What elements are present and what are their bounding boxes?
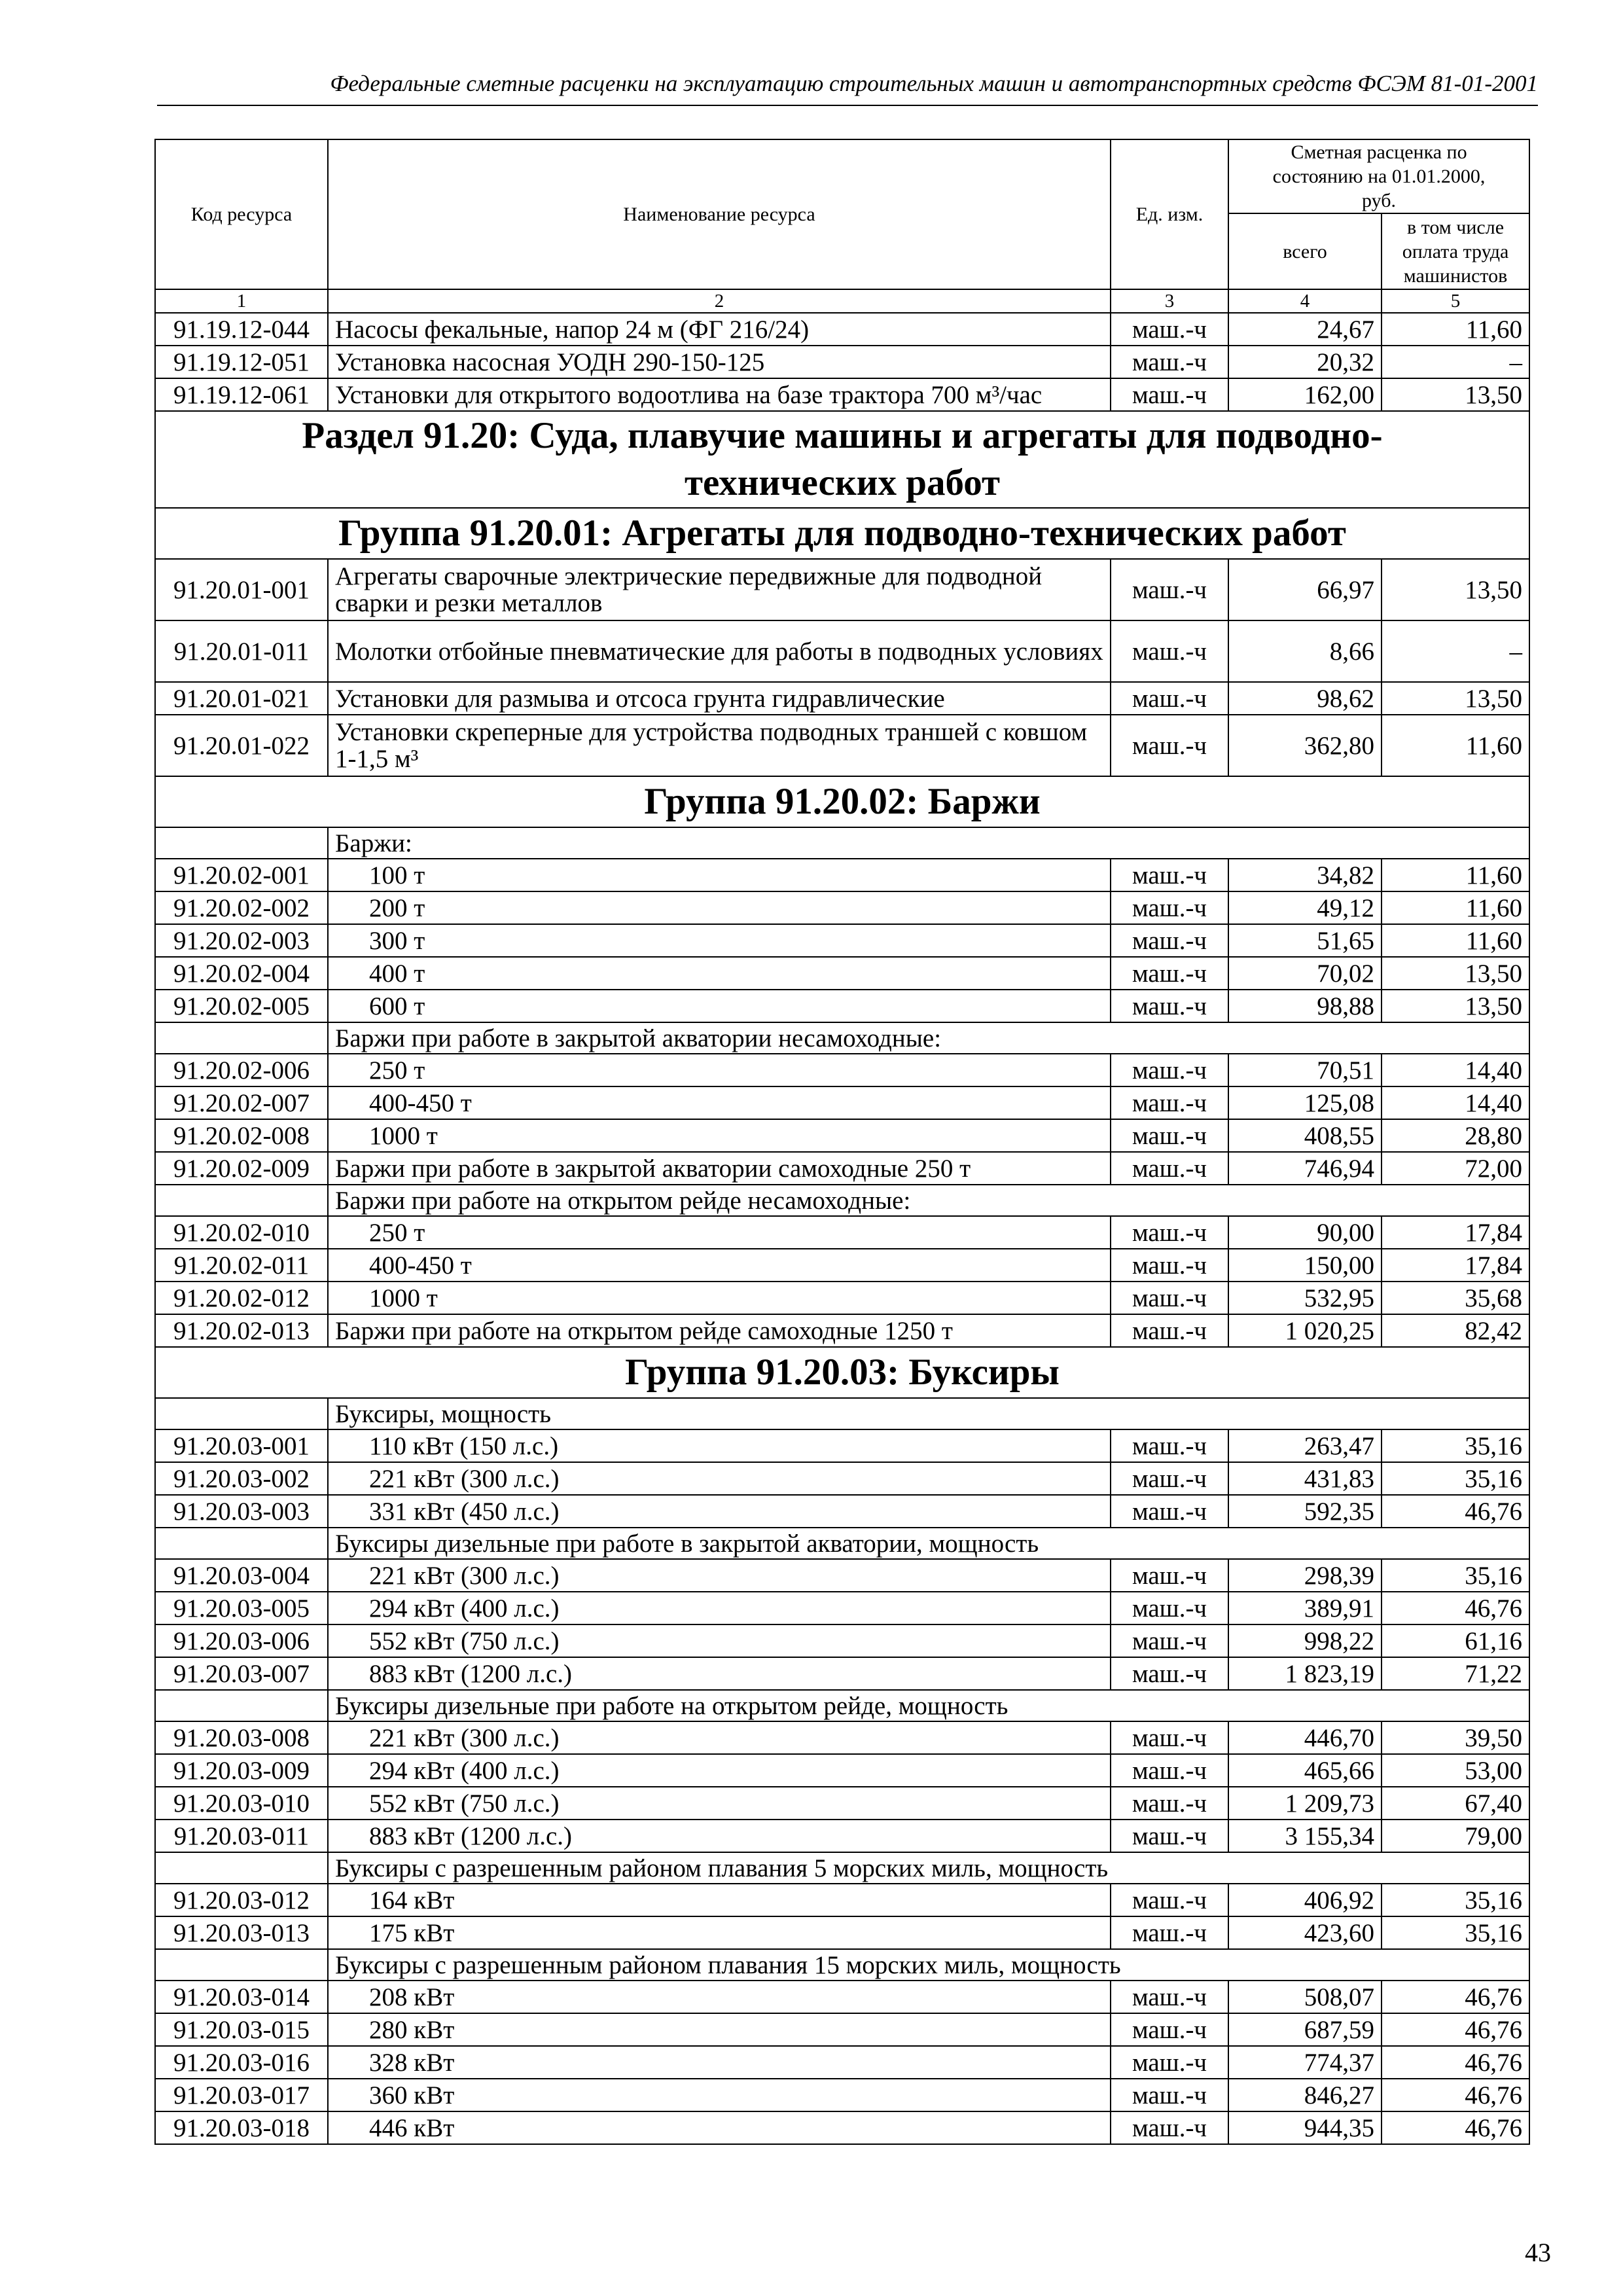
resource-name: 221 кВт (300 л.с.): [328, 1559, 1111, 1592]
resource-unit: маш.-ч: [1111, 1754, 1228, 1787]
resource-unit: маш.-ч: [1111, 1086, 1228, 1119]
resource-name: 331 кВт (450 л.с.): [328, 1495, 1111, 1528]
header-name: Наименование ресурса: [328, 139, 1111, 289]
price-labor: 11,60: [1382, 313, 1529, 346]
table-row: [155, 1721, 1529, 1754]
table-row: [155, 1787, 1529, 1820]
price-total: 49,12: [1228, 891, 1382, 924]
table-row: [155, 1754, 1529, 1787]
subheading: Баржи:: [328, 827, 1529, 859]
resource-unit: маш.-ч: [1111, 378, 1228, 411]
price-total: 150,00: [1228, 1249, 1382, 1282]
price-labor: 13,50: [1382, 990, 1529, 1022]
resource-name: 221 кВт (300 л.с.): [328, 1721, 1111, 1754]
price-total: 162,00: [1228, 378, 1382, 411]
resource-name: Молотки отбойные пневматические для работы в подводных условиях: [328, 620, 1111, 682]
resource-code: 91.20.03-018: [155, 2111, 328, 2144]
resource-name: 360 кВт: [328, 2079, 1111, 2111]
subheading-row: [155, 1949, 1529, 1981]
column-number: 3: [1111, 289, 1228, 313]
price-total: 408,55: [1228, 1119, 1382, 1152]
price-labor: 39,50: [1382, 1721, 1529, 1754]
resource-code: 91.20.02-001: [155, 859, 328, 891]
price-total: 944,35: [1228, 2111, 1382, 2144]
resource-code: 91.20.03-015: [155, 2013, 328, 2046]
resource-code: 91.20.03-008: [155, 1721, 328, 1754]
price-labor: 13,50: [1382, 957, 1529, 990]
resource-code: 91.19.12-051: [155, 346, 328, 378]
table-row: [155, 1495, 1529, 1528]
resource-code: 91.20.03-006: [155, 1624, 328, 1657]
subheading: Баржи при работе на открытом рейде несамоходные:: [328, 1185, 1529, 1216]
resource-unit: маш.-ч: [1111, 924, 1228, 957]
resource-code: 91.20.03-009: [155, 1754, 328, 1787]
resource-unit: маш.-ч: [1111, 1916, 1228, 1949]
table-row: [155, 1216, 1529, 1249]
price-labor: 71,22: [1382, 1657, 1529, 1690]
price-labor: 35,16: [1382, 1429, 1529, 1462]
price-labor: 14,40: [1382, 1086, 1529, 1119]
resource-unit: маш.-ч: [1111, 1314, 1228, 1347]
column-number: 4: [1228, 289, 1382, 313]
resource-unit: маш.-ч: [1111, 313, 1228, 346]
resource-unit: маш.-ч: [1111, 559, 1228, 620]
price-total: 263,47: [1228, 1429, 1382, 1462]
section-title-row: [155, 411, 1529, 508]
table-row: [155, 682, 1529, 715]
resource-unit: маш.-ч: [1111, 346, 1228, 378]
resource-name: 1000 т: [328, 1119, 1111, 1152]
price-total: 389,91: [1228, 1592, 1382, 1624]
resource-code: 91.20.03-017: [155, 2079, 328, 2111]
resource-name: 552 кВт (750 л.с.): [328, 1624, 1111, 1657]
price-total: 20,32: [1228, 346, 1382, 378]
column-numbers-row: [155, 289, 1529, 313]
subheading-row: [155, 827, 1529, 859]
resource-name: Агрегаты сварочные электрические передвижные для подводной сварки и резки металлов: [328, 559, 1111, 620]
resource-code: 91.20.02-009: [155, 1152, 328, 1185]
column-number: 5: [1382, 289, 1529, 313]
price-total: 66,97: [1228, 559, 1382, 620]
resource-unit: маш.-ч: [1111, 1282, 1228, 1314]
price-labor: 28,80: [1382, 1119, 1529, 1152]
price-total: 406,92: [1228, 1884, 1382, 1916]
resource-name: Установки для размыва и отсоса грунта гидравлические: [328, 682, 1111, 715]
resource-code: 91.20.03-010: [155, 1787, 328, 1820]
table-row: [155, 1624, 1529, 1657]
price-total: 1 020,25: [1228, 1314, 1382, 1347]
empty-cell: [155, 1852, 328, 1884]
resource-code: 91.20.02-010: [155, 1216, 328, 1249]
resource-name: 883 кВт (1200 л.с.): [328, 1820, 1111, 1852]
resource-code: 91.20.03-007: [155, 1657, 328, 1690]
price-labor: 79,00: [1382, 1820, 1529, 1852]
resource-name: 883 кВт (1200 л.с.): [328, 1657, 1111, 1690]
resource-code: 91.19.12-044: [155, 313, 328, 346]
table-row: [155, 1429, 1529, 1462]
resource-name: 110 кВт (150 л.с.): [328, 1429, 1111, 1462]
resource-unit: маш.-ч: [1111, 2111, 1228, 2144]
resource-name: 294 кВт (400 л.с.): [328, 1592, 1111, 1624]
table-row: [155, 1981, 1529, 2013]
resource-name: 280 кВт: [328, 2013, 1111, 2046]
price-total: 774,37: [1228, 2046, 1382, 2079]
table-row: [155, 957, 1529, 990]
resource-name: 400 т: [328, 957, 1111, 990]
header-code: Код ресурса: [155, 139, 328, 289]
subheading: Буксиры, мощность: [328, 1398, 1529, 1429]
table-row: [155, 2079, 1529, 2111]
price-labor: 17,84: [1382, 1216, 1529, 1249]
resource-code: 91.20.03-001: [155, 1429, 328, 1462]
price-total: 465,66: [1228, 1754, 1382, 1787]
table-row: [155, 924, 1529, 957]
group-title: Группа 91.20.03: Буксиры: [155, 1347, 1529, 1398]
subheading-row: [155, 1852, 1529, 1884]
empty-cell: [155, 827, 328, 859]
price-labor: 35,16: [1382, 1916, 1529, 1949]
group-title: Группа 91.20.01: Агрегаты для подводно-технических работ: [155, 508, 1529, 559]
subheading-row: [155, 1185, 1529, 1216]
resource-name: Установки скреперные для устройства подводных траншей с ковшом 1-1,5 м³: [328, 715, 1111, 776]
resource-unit: маш.-ч: [1111, 1152, 1228, 1185]
price-total: 90,00: [1228, 1216, 1382, 1249]
subheading: Буксиры с разрешенным районом плавания 15 морских миль, мощность: [328, 1949, 1529, 1981]
resource-unit: маш.-ч: [1111, 2079, 1228, 2111]
resource-unit: маш.-ч: [1111, 1216, 1228, 1249]
table-row: [155, 1282, 1529, 1314]
resource-unit: маш.-ч: [1111, 1592, 1228, 1624]
resource-name: Баржи при работе в закрытой акватории самоходные 250 т: [328, 1152, 1111, 1185]
resource-name: 208 кВт: [328, 1981, 1111, 2013]
price-labor: 35,68: [1382, 1282, 1529, 1314]
price-labor: 46,76: [1382, 2111, 1529, 2144]
running-header: Федеральные сметные расценки на эксплуатацию строительных машин и автотранспортных средств ФСЭМ 81-01-2001: [157, 71, 1538, 106]
empty-cell: [155, 1690, 328, 1721]
price-total: 362,80: [1228, 715, 1382, 776]
subheading: Буксиры с разрешенным районом плавания 5 морских миль, мощность: [328, 1852, 1529, 1884]
group-title: Группа 91.20.02: Баржи: [155, 776, 1529, 827]
group-title-row: [155, 508, 1529, 559]
price-labor: 35,16: [1382, 1884, 1529, 1916]
price-total: 998,22: [1228, 1624, 1382, 1657]
resource-code: 91.20.02-005: [155, 990, 328, 1022]
resource-unit: маш.-ч: [1111, 1495, 1228, 1528]
subheading-row: [155, 1690, 1529, 1721]
price-total: 8,66: [1228, 620, 1382, 682]
header-unit: Ед. изм.: [1111, 139, 1228, 289]
price-total: 3 155,34: [1228, 1820, 1382, 1852]
subheading: Баржи при работе в закрытой акватории несамоходные:: [328, 1022, 1529, 1054]
price-total: 508,07: [1228, 1981, 1382, 2013]
resource-code: 91.20.03-002: [155, 1462, 328, 1495]
table-row: [155, 1820, 1529, 1852]
empty-cell: [155, 1022, 328, 1054]
resource-name: Баржи при работе на открытом рейде самоходные 1250 т: [328, 1314, 1111, 1347]
resource-code: 91.20.03-012: [155, 1884, 328, 1916]
price-total: 70,51: [1228, 1054, 1382, 1086]
resource-name: Насосы фекальные, напор 24 м (ФГ 216/24): [328, 313, 1111, 346]
table-row: [155, 1119, 1529, 1152]
resource-code: 91.20.03-011: [155, 1820, 328, 1852]
resource-name: 300 т: [328, 924, 1111, 957]
price-labor: –: [1382, 620, 1529, 682]
table-row: [155, 1884, 1529, 1916]
subheading-row: [155, 1022, 1529, 1054]
resource-name: 1000 т: [328, 1282, 1111, 1314]
price-labor: 46,76: [1382, 2046, 1529, 2079]
price-total: 592,35: [1228, 1495, 1382, 1528]
price-labor: 11,60: [1382, 715, 1529, 776]
section-title: Раздел 91.20: Суда, плавучие машины и агрегаты для подводно-технических работ: [155, 411, 1529, 508]
column-number: 2: [328, 289, 1111, 313]
table-row: [155, 2111, 1529, 2144]
resource-name: 250 т: [328, 1054, 1111, 1086]
resource-code: 91.20.02-012: [155, 1282, 328, 1314]
resource-code: 91.20.02-002: [155, 891, 328, 924]
resource-unit: маш.-ч: [1111, 859, 1228, 891]
resource-code: 91.20.03-014: [155, 1981, 328, 2013]
table-row: [155, 1152, 1529, 1185]
resource-name: 552 кВт (750 л.с.): [328, 1787, 1111, 1820]
price-labor: 13,50: [1382, 378, 1529, 411]
resource-unit: маш.-ч: [1111, 1624, 1228, 1657]
table-row: [155, 1916, 1529, 1949]
resource-unit: маш.-ч: [1111, 1249, 1228, 1282]
price-labor: 61,16: [1382, 1624, 1529, 1657]
price-labor: 72,00: [1382, 1152, 1529, 1185]
resource-code: 91.20.03-004: [155, 1559, 328, 1592]
resource-unit: маш.-ч: [1111, 2013, 1228, 2046]
resource-code: 91.20.01-022: [155, 715, 328, 776]
resource-unit: маш.-ч: [1111, 682, 1228, 715]
resource-unit: маш.-ч: [1111, 620, 1228, 682]
price-total: 1 823,19: [1228, 1657, 1382, 1690]
table-row: [155, 715, 1529, 776]
header-total: всего: [1228, 213, 1382, 289]
table-row: [155, 378, 1529, 411]
table-row: [155, 859, 1529, 891]
table-row: [155, 990, 1529, 1022]
resource-name: 164 кВт: [328, 1884, 1111, 1916]
price-labor: 13,50: [1382, 682, 1529, 715]
header-price: Сметная расценка по состоянию на 01.01.2000, руб.: [1228, 139, 1529, 213]
price-total: 70,02: [1228, 957, 1382, 990]
price-total: 125,08: [1228, 1086, 1382, 1119]
rates-table: [154, 139, 1530, 2145]
resource-name: 175 кВт: [328, 1916, 1111, 1949]
resource-code: 91.20.03-003: [155, 1495, 328, 1528]
price-labor: 46,76: [1382, 1592, 1529, 1624]
resource-code: 91.20.02-013: [155, 1314, 328, 1347]
resource-unit: маш.-ч: [1111, 1884, 1228, 1916]
table-row: [155, 1249, 1529, 1282]
header-labor: в том числе оплата труда машинистов: [1382, 213, 1529, 289]
resource-name: 400-450 т: [328, 1249, 1111, 1282]
price-labor: –: [1382, 346, 1529, 378]
resource-code: 91.20.02-007: [155, 1086, 328, 1119]
price-total: 98,62: [1228, 682, 1382, 715]
resource-unit: маш.-ч: [1111, 1787, 1228, 1820]
price-labor: 82,42: [1382, 1314, 1529, 1347]
resource-code: 91.20.03-005: [155, 1592, 328, 1624]
resource-code: 91.20.03-016: [155, 2046, 328, 2079]
resource-name: 294 кВт (400 л.с.): [328, 1754, 1111, 1787]
group-title-row: [155, 1347, 1529, 1398]
page-number: 43: [1525, 2238, 1551, 2267]
table-row: [155, 1314, 1529, 1347]
resource-unit: маш.-ч: [1111, 1657, 1228, 1690]
resource-unit: маш.-ч: [1111, 891, 1228, 924]
price-total: 431,83: [1228, 1462, 1382, 1495]
resource-name: 200 т: [328, 891, 1111, 924]
table-row: [155, 891, 1529, 924]
subheading: Буксиры дизельные при работе в закрытой акватории, мощность: [328, 1528, 1529, 1559]
table-row: [155, 2013, 1529, 2046]
table-row: [155, 1657, 1529, 1690]
price-labor: 46,76: [1382, 2079, 1529, 2111]
resource-code: 91.20.01-001: [155, 559, 328, 620]
empty-cell: [155, 1528, 328, 1559]
price-total: 298,39: [1228, 1559, 1382, 1592]
table-header-row: [155, 139, 1529, 213]
resource-unit: маш.-ч: [1111, 1981, 1228, 2013]
price-labor: 46,76: [1382, 2013, 1529, 2046]
subheading: Буксиры дизельные при работе на открытом рейде, мощность: [328, 1690, 1529, 1721]
resource-unit: маш.-ч: [1111, 1721, 1228, 1754]
resource-name: 600 т: [328, 990, 1111, 1022]
resource-name: 250 т: [328, 1216, 1111, 1249]
empty-cell: [155, 1398, 328, 1429]
resource-unit: маш.-ч: [1111, 1054, 1228, 1086]
price-total: 446,70: [1228, 1721, 1382, 1754]
resource-code: 91.19.12-061: [155, 378, 328, 411]
price-total: 423,60: [1228, 1916, 1382, 1949]
table-row: [155, 1592, 1529, 1624]
resource-name: Установки для открытого водоотлива на базе трактора 700 м³/час: [328, 378, 1111, 411]
resource-unit: маш.-ч: [1111, 1559, 1228, 1592]
subheading-row: [155, 1528, 1529, 1559]
price-total: 1 209,73: [1228, 1787, 1382, 1820]
price-labor: 35,16: [1382, 1559, 1529, 1592]
resource-name: 446 кВт: [328, 2111, 1111, 2144]
table-row: [155, 1054, 1529, 1086]
table-row: [155, 620, 1529, 682]
price-total: 24,67: [1228, 313, 1382, 346]
price-total: 846,27: [1228, 2079, 1382, 2111]
resource-unit: маш.-ч: [1111, 715, 1228, 776]
price-labor: 11,60: [1382, 859, 1529, 891]
resource-name: 328 кВт: [328, 2046, 1111, 2079]
price-total: 532,95: [1228, 1282, 1382, 1314]
column-number: 1: [155, 289, 328, 313]
price-total: 34,82: [1228, 859, 1382, 891]
resource-unit: маш.-ч: [1111, 2046, 1228, 2079]
price-labor: 35,16: [1382, 1462, 1529, 1495]
resource-name: 400-450 т: [328, 1086, 1111, 1119]
resource-unit: маш.-ч: [1111, 990, 1228, 1022]
resource-name: 100 т: [328, 859, 1111, 891]
price-labor: 13,50: [1382, 559, 1529, 620]
price-total: 98,88: [1228, 990, 1382, 1022]
table-row: [155, 1462, 1529, 1495]
price-labor: 46,76: [1382, 1981, 1529, 2013]
resource-name: 221 кВт (300 л.с.): [328, 1462, 1111, 1495]
table-row: [155, 559, 1529, 620]
price-labor: 14,40: [1382, 1054, 1529, 1086]
resource-code: 91.20.02-006: [155, 1054, 328, 1086]
price-labor: 17,84: [1382, 1249, 1529, 1282]
price-labor: 67,40: [1382, 1787, 1529, 1820]
empty-cell: [155, 1185, 328, 1216]
subheading-row: [155, 1398, 1529, 1429]
resource-unit: маш.-ч: [1111, 1429, 1228, 1462]
group-title-row: [155, 776, 1529, 827]
resource-code: 91.20.03-013: [155, 1916, 328, 1949]
resource-code: 91.20.02-004: [155, 957, 328, 990]
resource-code: 91.20.02-011: [155, 1249, 328, 1282]
price-labor: 53,00: [1382, 1754, 1529, 1787]
resource-name: Установка насосная УОДН 290-150-125: [328, 346, 1111, 378]
price-total: 746,94: [1228, 1152, 1382, 1185]
resource-unit: маш.-ч: [1111, 1462, 1228, 1495]
resource-unit: маш.-ч: [1111, 957, 1228, 990]
price-labor: 46,76: [1382, 1495, 1529, 1528]
resource-unit: маш.-ч: [1111, 1820, 1228, 1852]
resource-code: 91.20.02-008: [155, 1119, 328, 1152]
table-row: [155, 1086, 1529, 1119]
resource-code: 91.20.01-011: [155, 620, 328, 682]
table-row: [155, 1559, 1529, 1592]
resource-code: 91.20.01-021: [155, 682, 328, 715]
empty-cell: [155, 1949, 328, 1981]
table-row: [155, 313, 1529, 346]
price-labor: 11,60: [1382, 891, 1529, 924]
resource-code: 91.20.02-003: [155, 924, 328, 957]
resource-unit: маш.-ч: [1111, 1119, 1228, 1152]
table-row: [155, 346, 1529, 378]
price-total: 687,59: [1228, 2013, 1382, 2046]
table-row: [155, 2046, 1529, 2079]
price-total: 51,65: [1228, 924, 1382, 957]
price-labor: 11,60: [1382, 924, 1529, 957]
